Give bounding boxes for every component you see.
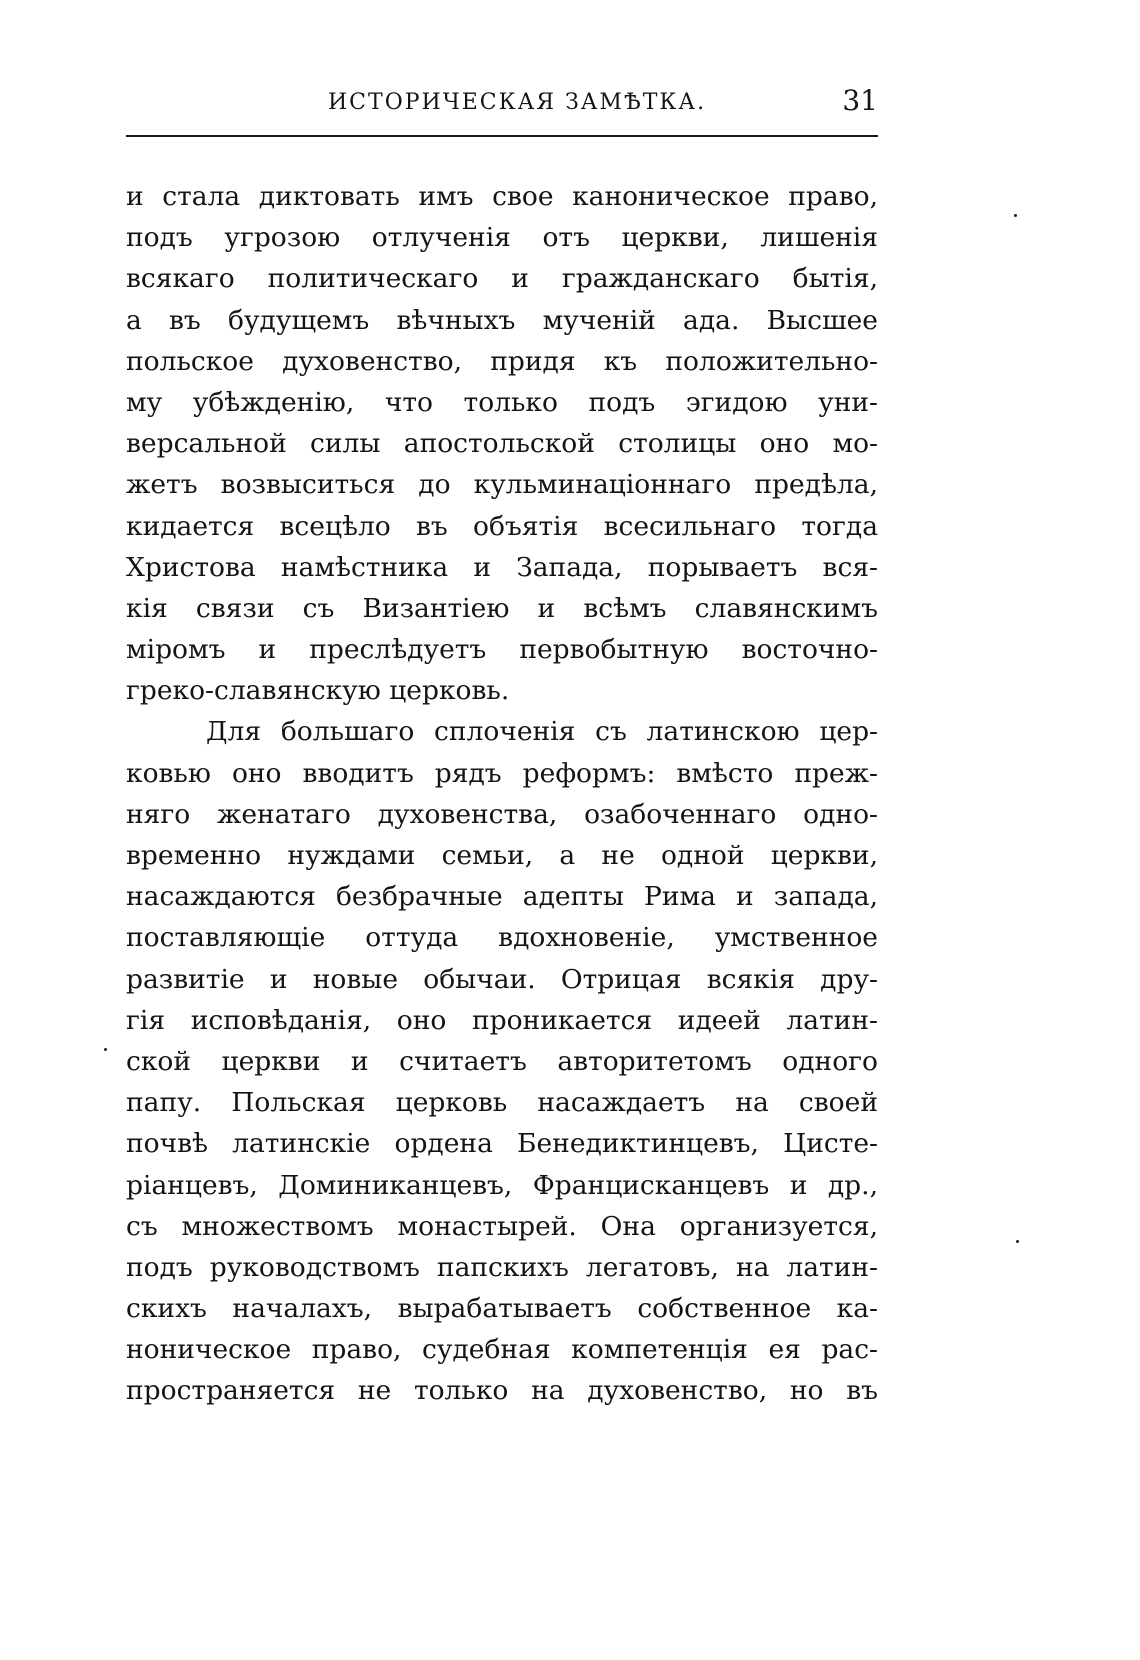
paragraph-2 bbox=[126, 711, 878, 1411]
paragraph-1 bbox=[126, 176, 878, 711]
text-line: ноническое право, судебная компетенція ея рас- bbox=[126, 1334, 878, 1366]
text-line: Христова намѣстника и Запада, порываетъ вся- bbox=[126, 551, 878, 583]
header-rule bbox=[126, 135, 878, 137]
text-line: ріанцевъ, Доминиканцевъ, Францисканцевъ и др., bbox=[126, 1169, 878, 1201]
text-line: и стала диктовать имъ свое каноническое право, bbox=[126, 181, 878, 212]
text-line: гія исповѣданія, оно проникается идеей латин- bbox=[126, 1004, 878, 1036]
text-line: жетъ возвыситься до кульминаціоннаго предѣла, bbox=[126, 469, 878, 501]
text-line: міромъ и преслѣдуетъ первобытную восточно- bbox=[126, 634, 878, 666]
text-line: Для большаго сплоченія съ латинскою цер- bbox=[206, 716, 878, 748]
text-line: няго женатаго духовенства, озабоченнаго одно- bbox=[126, 798, 878, 830]
text-line: польское духовенство, придя къ положительно- bbox=[126, 345, 878, 377]
page-header bbox=[126, 84, 878, 124]
text-line: временно нуждами семьи, а не одной церкви, bbox=[126, 840, 878, 871]
text-line: всякаго политическаго и гражданскаго бытія, bbox=[126, 263, 878, 295]
text-line: ковью оно вводитъ рядъ реформъ: вмѣсто преж- bbox=[126, 757, 878, 789]
text-line: а въ будущемъ вѣчныхъ мученій ада. Высшее bbox=[126, 304, 878, 336]
page-number: 31 bbox=[842, 84, 878, 117]
text-line: почвѣ латинскіе ордена Бенедиктинцевъ, Цисте- bbox=[126, 1128, 878, 1160]
body-text bbox=[126, 176, 878, 1412]
text-line: скихъ началахъ, вырабатываетъ собственное ка- bbox=[126, 1293, 878, 1325]
text-line: пространяется не только на духовенство, но въ bbox=[126, 1375, 878, 1407]
text-line: насаждаются безбрачные адепты Рима и запада, bbox=[126, 881, 878, 913]
text-line: версальной силы апостольской столицы оно мо- bbox=[126, 428, 878, 460]
print-speck bbox=[1016, 1240, 1019, 1243]
text-line: му убѣжденію, что только подъ эгидою уни- bbox=[126, 386, 878, 418]
text-line: подъ руководствомъ папскихъ легатовъ, на латин- bbox=[126, 1251, 878, 1283]
text-line: поставляющіе оттуда вдохновеніе, умственное bbox=[126, 922, 878, 954]
text-line: подъ угрозою отлученія отъ церкви, лишенія bbox=[126, 222, 878, 254]
text-line: развитіе и новые обычаи. Отрицая всякія дру- bbox=[126, 963, 878, 995]
print-speck bbox=[1014, 214, 1017, 217]
running-title: ИСТОРИЧЕСКАЯ ЗАМѢТКА. bbox=[328, 90, 707, 115]
text-line: съ множествомъ монастырей. Она организуется, bbox=[126, 1210, 878, 1242]
text-line: папу. Польская церковь насаждаетъ на своей bbox=[126, 1087, 878, 1119]
text-line: ской церкви и считаетъ авторитетомъ одного bbox=[126, 1045, 878, 1077]
print-speck bbox=[104, 1048, 107, 1051]
text-line: греко-славянскую церковь. bbox=[126, 675, 510, 707]
text-line: кія связи съ Византіею и всѣмъ славянскимъ bbox=[126, 592, 878, 624]
text-line: кидается всецѣло въ объятія всесильнаго тогда bbox=[126, 510, 878, 542]
